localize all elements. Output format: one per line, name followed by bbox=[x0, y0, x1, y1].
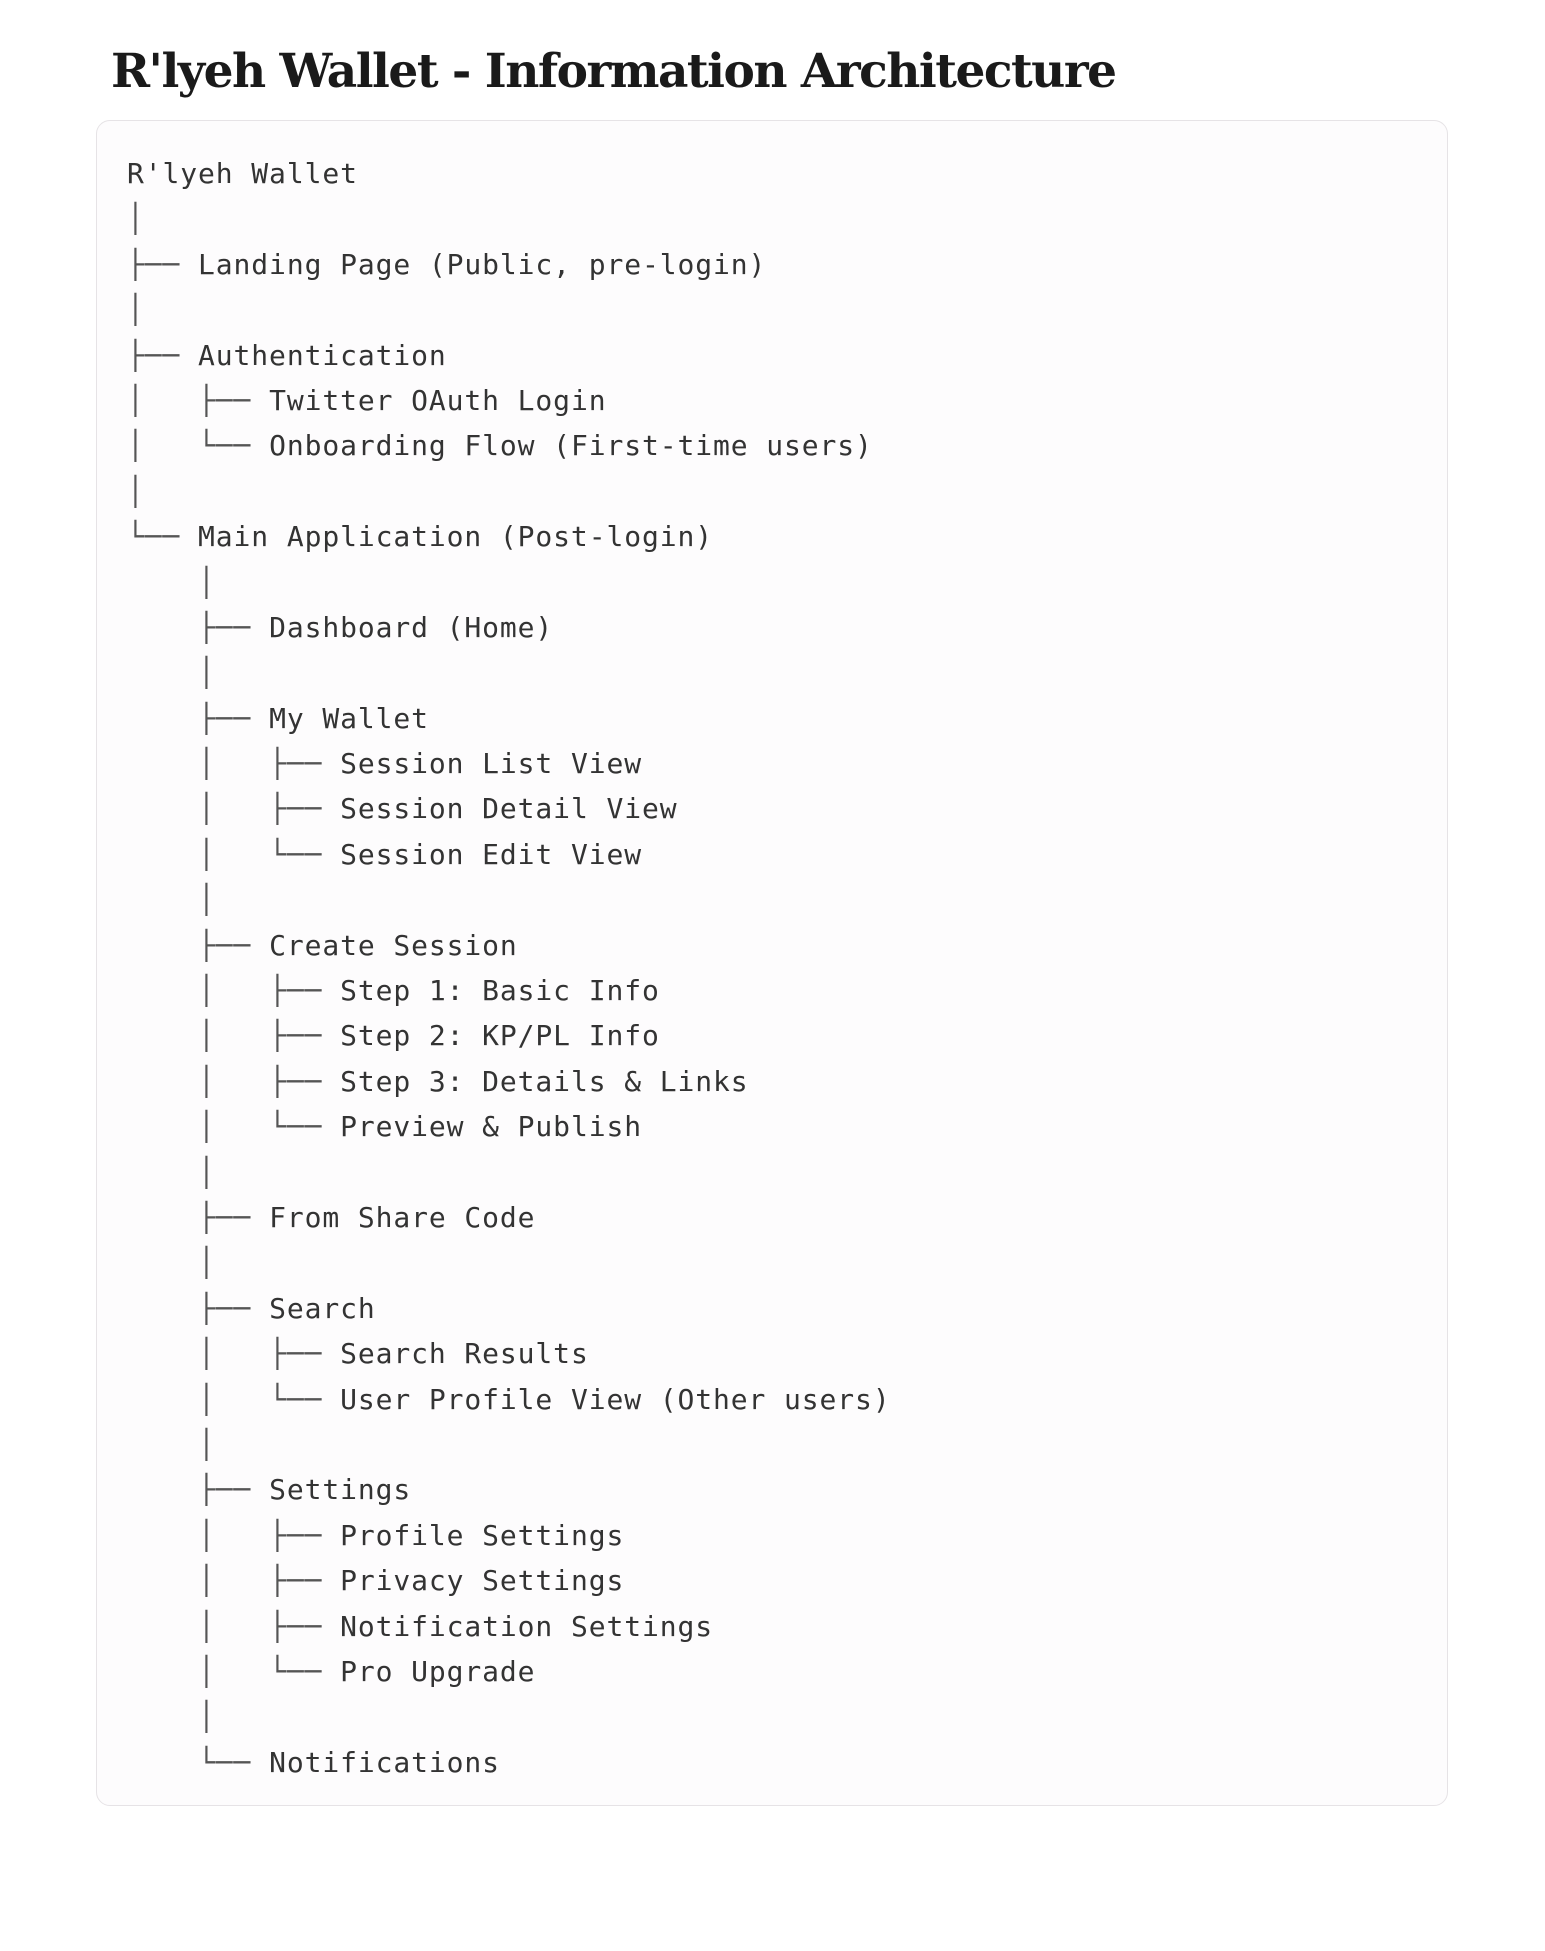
tree-line bbox=[127, 242, 891, 287]
tree-node-label: Pro Upgrade bbox=[340, 1654, 536, 1688]
tree-branch-connector: │ ├── bbox=[127, 1518, 341, 1552]
tree-branch-connector: │ └── bbox=[127, 429, 270, 463]
tree-node-label: Session Detail View bbox=[340, 792, 678, 826]
tree-line bbox=[127, 1649, 891, 1694]
tree-node-label: Preview & Publish bbox=[340, 1110, 642, 1144]
tree-node-label: Dashboard (Home) bbox=[269, 610, 554, 644]
tree-line bbox=[127, 1104, 891, 1149]
tree-branch-connector: └── bbox=[127, 1745, 270, 1779]
tree-line bbox=[127, 1740, 891, 1785]
tree-node-label: Main Application (Post-login) bbox=[198, 520, 713, 554]
tree-node-label: Step 1: Basic Info bbox=[340, 974, 660, 1008]
tree-line bbox=[127, 877, 891, 922]
tree-node-label: Search bbox=[269, 1291, 376, 1325]
tree-node-label: From Share Code bbox=[269, 1200, 536, 1234]
tree-line bbox=[127, 1286, 891, 1331]
tree-branch-connector: │ ├── bbox=[127, 1609, 341, 1643]
tree-branch-connector: │ bbox=[127, 474, 145, 508]
tree-node-label: Landing Page (Public, pre-login) bbox=[198, 247, 767, 281]
tree-branch-connector: └── bbox=[127, 520, 199, 554]
tree-branch-connector: │ bbox=[127, 202, 145, 236]
tree-line bbox=[127, 1240, 891, 1285]
tree-node-label: Notifications bbox=[269, 1745, 500, 1779]
tree-line bbox=[127, 605, 891, 650]
tree-branch-connector: │ bbox=[127, 1700, 216, 1734]
tree-node-label: Step 2: KP/PL Info bbox=[340, 1019, 660, 1053]
tree-line bbox=[127, 1195, 891, 1240]
tree-node-label: Onboarding Flow (First-time users) bbox=[269, 429, 873, 463]
tree-branch-connector: ├── bbox=[127, 1291, 270, 1325]
tree-line bbox=[127, 196, 891, 241]
tree-branch-connector: │ bbox=[127, 1246, 216, 1280]
tree-line bbox=[127, 287, 891, 332]
tree-branch-connector: │ ├── bbox=[127, 974, 341, 1008]
tree-branch-connector: ├── bbox=[127, 928, 270, 962]
tree-node-label: Session Edit View bbox=[340, 837, 642, 871]
tree-branch-connector: │ └── bbox=[127, 1654, 341, 1688]
tree-node-label: Settings bbox=[269, 1473, 412, 1507]
tree-node-label: Create Session bbox=[269, 928, 518, 962]
tree-node-label: My Wallet bbox=[269, 701, 429, 735]
tree-branch-connector: │ ├── bbox=[127, 1337, 341, 1371]
tree-line bbox=[127, 469, 891, 514]
tree-line bbox=[127, 1422, 891, 1467]
tree-line bbox=[127, 968, 891, 1013]
tree-branch-connector: │ bbox=[127, 565, 216, 599]
tree-branch-connector: │ bbox=[127, 883, 216, 917]
tree-line bbox=[127, 560, 891, 605]
tree-line bbox=[127, 423, 891, 468]
tree-line bbox=[127, 832, 891, 877]
tree-line bbox=[127, 1059, 891, 1104]
tree-line bbox=[127, 333, 891, 378]
tree-line bbox=[127, 923, 891, 968]
tree-node-label: Search Results bbox=[340, 1337, 589, 1371]
tree-node-label: Step 3: Details & Links bbox=[340, 1064, 749, 1098]
tree-branch-connector: │ ├── bbox=[127, 383, 270, 417]
tree-line bbox=[127, 1377, 891, 1422]
tree-branch-connector: │ └── bbox=[127, 837, 341, 871]
tree-branch-connector: │ └── bbox=[127, 1382, 341, 1416]
tree-line bbox=[127, 650, 891, 695]
tree-line bbox=[127, 696, 891, 741]
tree-line bbox=[127, 1331, 891, 1376]
tree-branch-connector: │ └── bbox=[127, 1110, 341, 1144]
tree-branch-connector: ├── bbox=[127, 247, 199, 281]
tree-line bbox=[127, 1694, 891, 1739]
tree-branch-connector: │ ├── bbox=[127, 1019, 341, 1053]
tree-line bbox=[127, 786, 891, 831]
tree-branch-connector: │ ├── bbox=[127, 1564, 341, 1598]
tree-node-label: Authentication bbox=[198, 338, 447, 372]
tree-line bbox=[127, 741, 891, 786]
tree-card bbox=[96, 120, 1448, 1806]
tree-branch-connector: ├── bbox=[127, 1200, 270, 1234]
tree-line bbox=[127, 1558, 891, 1603]
tree-root-label: R'lyeh Wallet bbox=[127, 157, 358, 190]
tree-branch-connector: │ bbox=[127, 1155, 216, 1189]
tree-node-label: Notification Settings bbox=[340, 1609, 713, 1643]
tree-line bbox=[127, 151, 891, 196]
tree-line bbox=[127, 1467, 891, 1512]
tree-line bbox=[127, 1513, 891, 1558]
tree-branch-connector: │ ├── bbox=[127, 792, 341, 826]
tree-branch-connector: ├── bbox=[127, 338, 199, 372]
tree-branch-connector: │ bbox=[127, 1427, 216, 1461]
tree-node-label: Profile Settings bbox=[340, 1518, 625, 1552]
tree-branch-connector: │ ├── bbox=[127, 1064, 341, 1098]
tree-branch-connector: │ bbox=[127, 293, 145, 327]
tree-node-label: User Profile View (Other users) bbox=[340, 1382, 891, 1416]
tree-branch-connector: │ bbox=[127, 656, 216, 690]
tree-node-label: Session List View bbox=[340, 747, 642, 781]
tree-line bbox=[127, 378, 891, 423]
tree-branch-connector: ├── bbox=[127, 610, 270, 644]
tree-line bbox=[127, 1150, 891, 1195]
tree-node-label: Twitter OAuth Login bbox=[269, 383, 607, 417]
tree-branch-connector: ├── bbox=[127, 701, 270, 735]
tree-branch-connector: │ ├── bbox=[127, 747, 341, 781]
tree-line bbox=[127, 514, 891, 559]
tree-line bbox=[127, 1013, 891, 1058]
tree-line bbox=[127, 1604, 891, 1649]
tree-node-label: Privacy Settings bbox=[340, 1564, 625, 1598]
page-title: R'lyeh Wallet - Information Architecture bbox=[111, 44, 1116, 99]
tree-branch-connector: ├── bbox=[127, 1473, 270, 1507]
tree-diagram bbox=[127, 151, 891, 1785]
